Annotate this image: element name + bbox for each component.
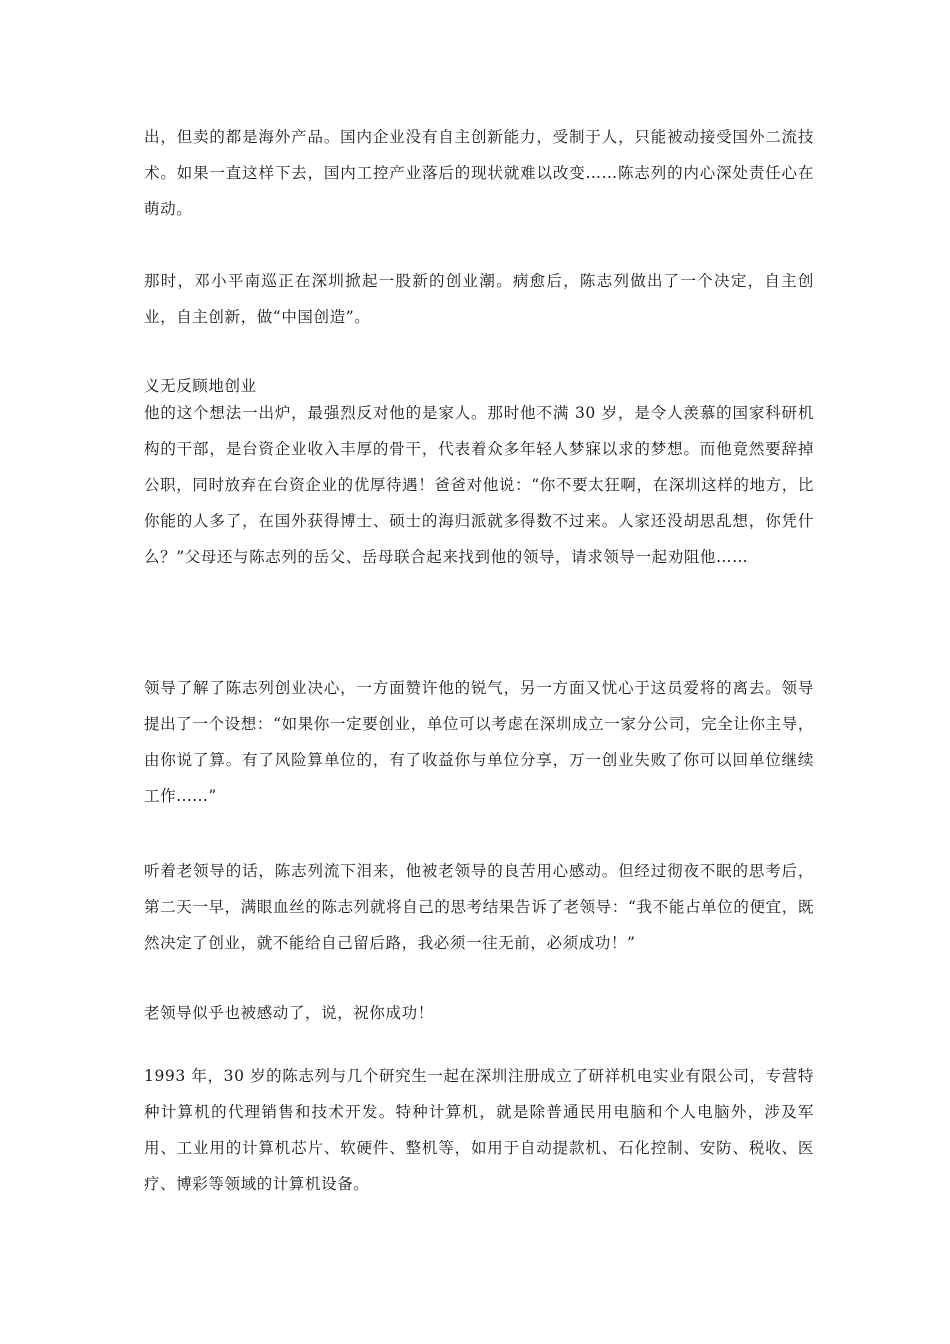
paragraph-1: 出，但卖的都是海外产品。国内企业没有自主创新能力，受制于人，只能被动接受国外二流技术。如果一直这样下去，国内工控产业落后的现状就难以改变……陈志列的内心深处责任心在萌动。	[144, 128, 814, 218]
paragraph-2: 那时，邓小平南巡正在深圳掀起一股新的创业潮。病愈后，陈志列做出了一个决定，自主创业，自主创新，做“中国创造”。	[144, 272, 814, 326]
paragraph-6: 老领导似乎也被感动了，说，祝你成功！	[144, 1004, 434, 1022]
paragraph-3: 他的这个想法一出炉，最强烈反对他的是家人。那时他不满 30 岁，是令人羡慕的国家科研机构的干部，是台资企业收入丰厚的骨干，代表着众多年轻人梦寐以求的梦想。而他竟然要辞掉公职，同时放弃在台资企业的优厚待遇！爸爸对他说：“你不要太狂啊，在深圳这样的地方，比你能的人多了，在国外获得博士、硕士的海归派就多得数不过来。人家还没胡思乱想，你凭什么？”父母还与陈志列的岳父、岳母联合起来找到他的领导，请求领导一起劝阻他……	[144, 404, 814, 566]
paragraph-7: 1993 年，30 岁的陈志列与几个研究生一起在深圳注册成立了研祥机电实业有限公司，专营特种计算机的代理销售和技术开发。特种计算机，就是除普通民用电脑和个人电脑外，涉及军用、工业用的计算机芯片、软硬件、整机等，如用于自动提款机、石化控制、安防、税收、医疗、博彩等领域的计算机设备。	[144, 1067, 814, 1193]
paragraph-4: 领导了解了陈志列创业决心，一方面赞许他的锐气，另一方面又忧心于这员爱将的离去。领导提出了一个设想：“如果你一定要创业，单位可以考虑在深圳成立一家分公司，完全让你主导，由你说了算。有了风险算单位的，有了收益你与单位分享，万一创业失败了你可以回单位继续工作……”	[144, 679, 814, 805]
paragraph-5: 听着老领导的话，陈志列流下泪来，他被老领导的良苦用心感动。但经过彻夜不眠的思考后，第二天一早，满眼血丝的陈志列就将自己的思考结果告诉了老领导：“我不能占单位的便宜，既然决定了创业，就不能给自己留后路，我必须一往无前，必须成功！”	[144, 862, 814, 952]
section-heading: 义无反顾地创业	[144, 377, 257, 395]
